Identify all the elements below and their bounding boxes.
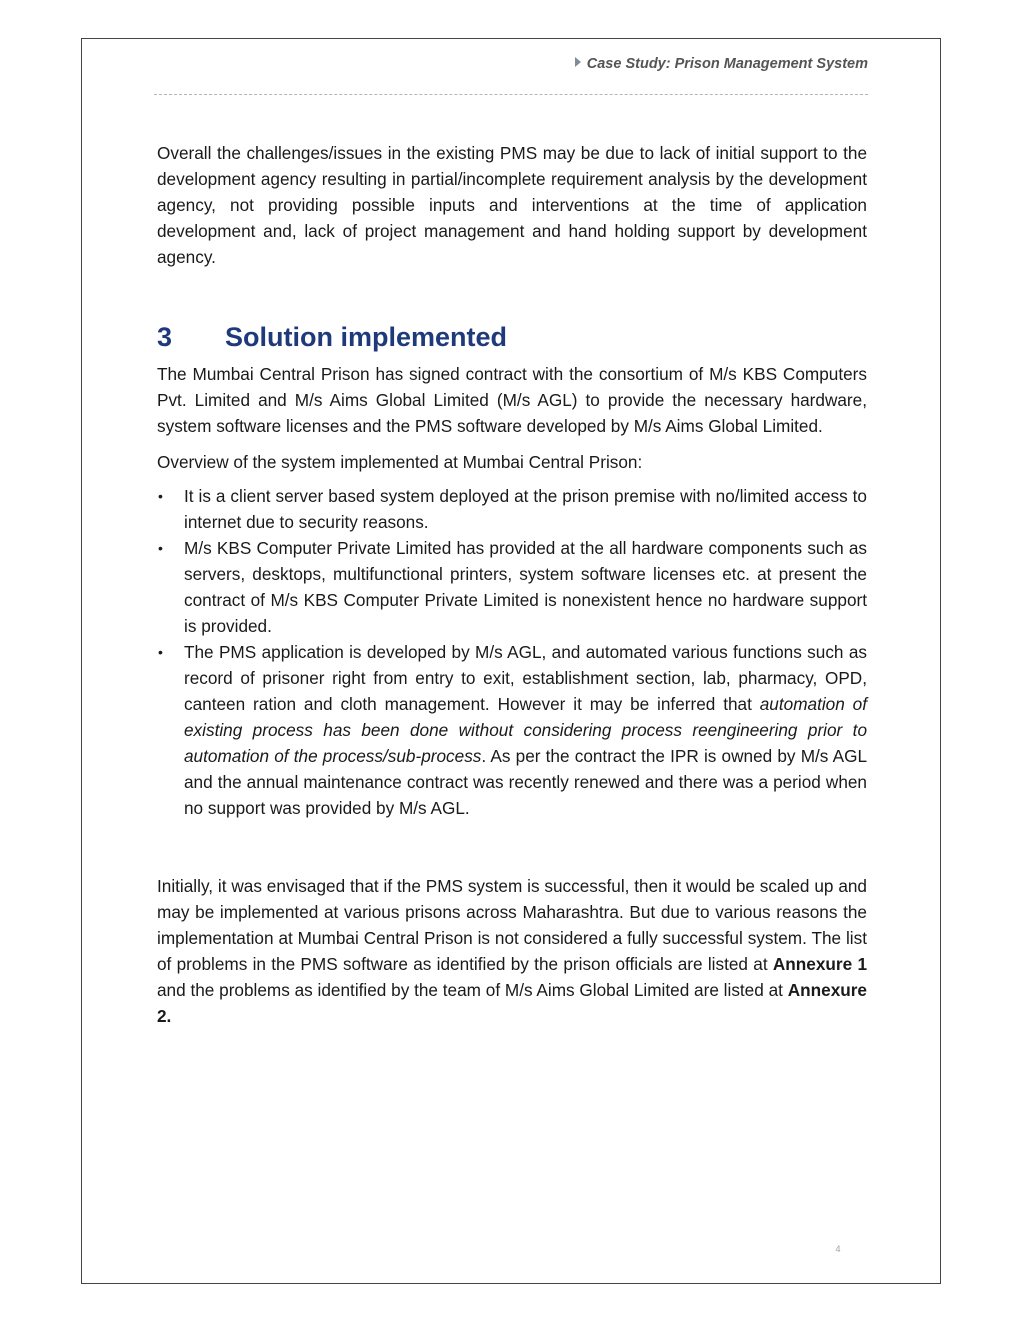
list-item-text: M/s KBS Computer Private Limited has provided at the all hardware components such as servers, desktops, multifunctional printers, system software licenses etc. at present the contract of M/s KBS Computer Private Limited is nonexistent hence no hardware support is provided. <box>184 538 867 636</box>
annexure-1-reference: Annexure 1 <box>772 954 868 974</box>
intro-paragraph: Overall the challenges/issues in the existing PMS may be due to lack of initial support to the development agency resulting in partial/incomplete requirement analysis by the development agency, not providing possible inputs and interventions at the time of application development and, lack of project management and hand holding support by development agency. <box>157 143 867 267</box>
section-number: 3 <box>157 322 173 352</box>
final-paragraph-text: and the problems as identified by the team of M/s Aims Global Limited are listed at <box>157 980 788 1000</box>
final-paragraph <box>157 873 867 1029</box>
header-title: Case Study: Prison Management System <box>586 56 868 72</box>
list-item <box>157 639 867 821</box>
overview-line: Overview of the system implemented at Mumbai Central Prison: <box>157 452 643 472</box>
system-overview-list <box>157 483 867 821</box>
section-heading <box>157 313 867 361</box>
bullet-icon: • <box>158 644 163 660</box>
page-body <box>157 140 867 1029</box>
running-header <box>157 56 868 76</box>
list-item <box>157 535 867 639</box>
list-item-text: The PMS application is developed by M/s AGL, and automated various functions such as record of prisoner right from entry to exit, establishment section, lab, pharmacy, OPD, canteen ration and cloth management. However it may be inferred that <box>184 642 867 714</box>
triangle-right-icon <box>575 57 581 67</box>
bullet-icon: • <box>158 488 163 504</box>
contract-paragraph: The Mumbai Central Prison has signed contract with the consortium of M/s KBS Computers Pvt. Limited and M/s Aims Global Limited (M/s AGL) to provide the necessary hardware, system software licenses and the PMS software developed by M/s Aims Global Limited. <box>157 364 867 436</box>
list-item <box>157 483 867 535</box>
list-item-text: It is a client server based system deployed at the prison premise with no/limited access to internet due to security reasons. <box>184 486 867 532</box>
list-item-emphasis: automation of existing process has been done without considering process reengineering prior to automation of the process/sub-process <box>184 694 867 766</box>
page-number: 4 <box>835 1244 841 1254</box>
final-paragraph-text: Initially, it was envisaged that if the PMS system is successful, then it would be scaled up and may be implemented at various prisons across Maharashtra. But due to various reasons the implementation at Mumbai Central Prison is not considered a fully successful system. The list of problems in the PMS software as identified by the prison officials are listed at <box>157 876 867 974</box>
list-item-text: . As per the contract the IPR is owned by M/s AGL and the annual maintenance contract was recently renewed and there was a period when no support was provided by M/s AGL. <box>184 746 868 818</box>
header-divider <box>154 94 868 95</box>
annexure-2-reference: Annexure 2. <box>157 980 867 1026</box>
bullet-icon: • <box>158 540 163 556</box>
section-title: Solution implemented <box>225 322 508 352</box>
